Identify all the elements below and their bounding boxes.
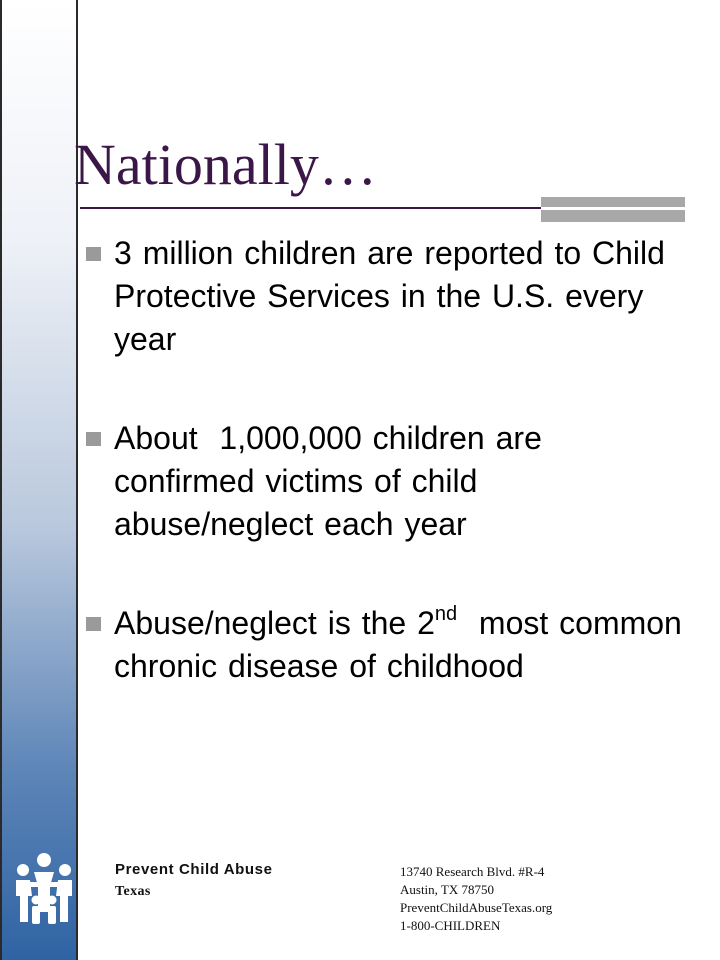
- square-bullet-icon: [86, 432, 101, 446]
- bullet-text: About 1,000,000 children are confirmed victims of child abuse/neglect each year: [114, 420, 553, 542]
- family-figures-logo-icon: [14, 852, 74, 928]
- bullet-item: [86, 232, 686, 361]
- bullet-text: 3 million children are reported to Child Protective Services in the U.S. every year: [114, 235, 665, 357]
- org-state-line: Texas: [115, 884, 151, 899]
- sidebar-edge: [0, 0, 2, 960]
- organization-name: [115, 861, 273, 900]
- address-line: Austin, TX 78750: [400, 882, 495, 897]
- title-accent-line: [541, 207, 685, 210]
- bullet-item: [86, 602, 693, 688]
- bullet-list: [86, 232, 693, 744]
- bullet-text-start: Abuse/neglect is the 2: [114, 605, 435, 641]
- bullet-text-end: most common chronic disease of childhood: [114, 605, 693, 684]
- square-bullet-icon: [86, 617, 101, 631]
- org-name-line: Prevent Child Abuse: [115, 861, 273, 878]
- square-bullet-icon: [86, 247, 101, 261]
- sidebar-gradient: [0, 0, 78, 960]
- ordinal-superscript: nd: [434, 603, 458, 625]
- address-line: 13740 Research Blvd. #R-4: [400, 864, 545, 879]
- slide-title: Nationally…: [74, 132, 377, 197]
- bullet-item: [86, 417, 686, 546]
- contact-address: [400, 863, 552, 935]
- phone-line: 1-800-CHILDREN: [400, 918, 501, 933]
- website-line: PreventChildAbuseTexas.org: [400, 900, 553, 915]
